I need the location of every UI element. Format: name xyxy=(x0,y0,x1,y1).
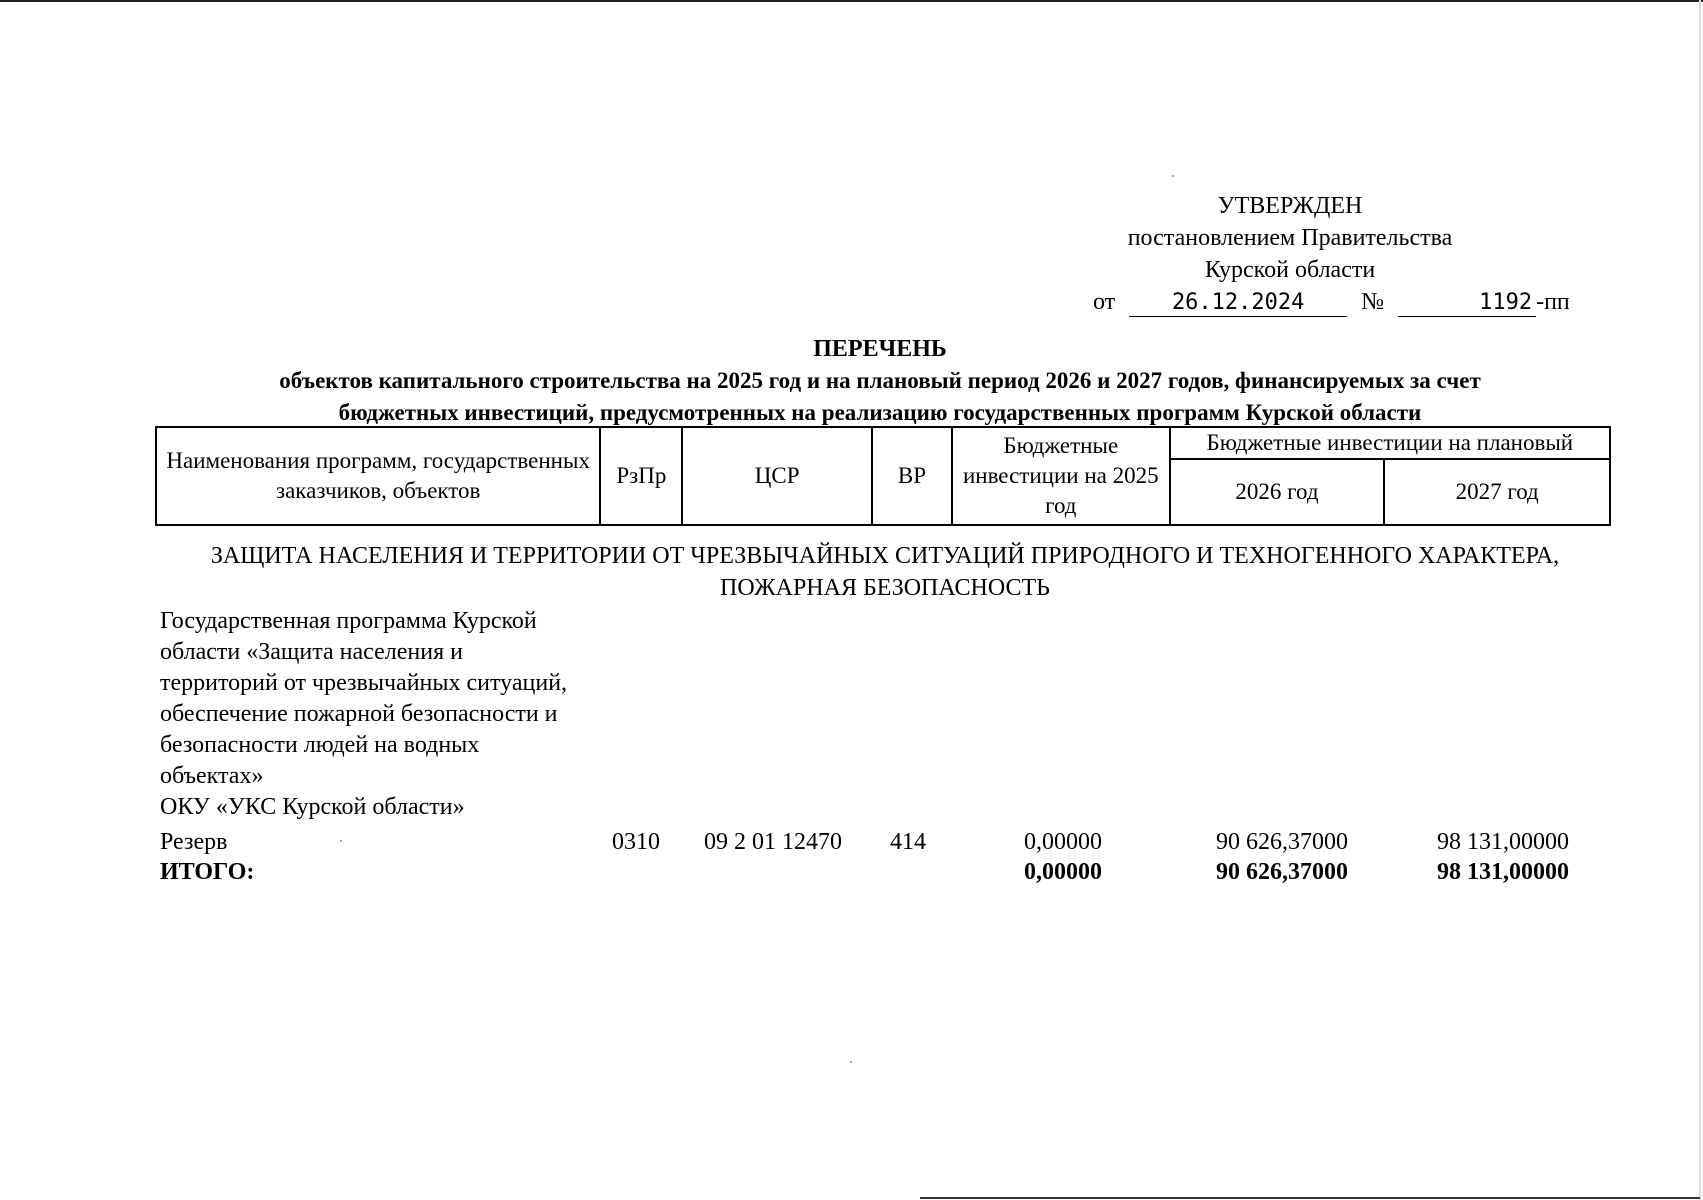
customer-line: ОКУ «УКС Курской области» xyxy=(160,794,465,820)
title-heading: ПЕРЕЧЕНЬ xyxy=(813,336,947,362)
document-title xyxy=(160,333,1600,429)
header-2027: 2027 год xyxy=(1384,459,1610,525)
row-vr: 414 xyxy=(890,829,926,855)
program-line: объектах» xyxy=(160,763,264,789)
total-value-2027: 98 131,00000 xyxy=(1437,859,1569,885)
header-2025: Бюджетные инвестиции на 2025 год xyxy=(952,427,1170,525)
row-csr: 09 2 01 12470 xyxy=(704,829,842,855)
header-vr: ВР xyxy=(872,427,952,525)
scan-speck xyxy=(340,840,342,842)
row-value-2026: 90 626,37000 xyxy=(1216,829,1348,855)
title-line-1: объектов капитального строительства на 2025 год и на плановый период 2026 и 2027 годов, финансируемых за счет xyxy=(279,368,1481,393)
approval-heading: УТВЕРЖДЕН xyxy=(1217,193,1363,219)
header-2026: 2026 год xyxy=(1170,459,1385,525)
row-value-2025: 0,00000 xyxy=(1024,829,1102,855)
number-prefix: № xyxy=(1361,289,1385,315)
header-csr: ЦСР xyxy=(682,427,872,525)
approval-authority: постановлением Правительства xyxy=(1127,225,1453,251)
header-rzpr: РзПр xyxy=(600,427,682,525)
section-title xyxy=(160,540,1610,604)
row-value-2027: 98 131,00000 xyxy=(1437,829,1569,855)
row-rzpr: 0310 xyxy=(612,829,660,855)
program-line: Государственная программа Курской xyxy=(160,608,537,634)
section-title-line-2: ПОЖАРНАЯ БЕЗОПАСНОСТЬ xyxy=(720,575,1050,601)
date-prefix: от xyxy=(1093,289,1116,315)
approval-date-number xyxy=(1093,286,1570,318)
scan-edge-top xyxy=(0,0,1703,2)
number-suffix: -пп xyxy=(1536,289,1570,315)
total-value-2025: 0,00000 xyxy=(1024,859,1102,885)
program-line: области «Защита населения и xyxy=(160,639,463,665)
header-planned: Бюджетные инвестиции на плановый xyxy=(1170,427,1610,459)
approval-number: 1192 xyxy=(1398,290,1536,317)
row-name: Резерв xyxy=(160,829,228,855)
scan-speck xyxy=(850,1061,852,1063)
scan-edge-bottom xyxy=(920,1197,1700,1199)
approval-date: 26.12.2024 xyxy=(1129,290,1347,317)
total-label: ИТОГО: xyxy=(160,859,255,885)
program-description xyxy=(160,606,610,823)
total-value-2026: 90 626,37000 xyxy=(1216,859,1348,885)
header-name: Наименования программ, государственных заказчиков, объектов xyxy=(156,427,600,525)
approval-region: Курской области xyxy=(1204,257,1376,283)
program-line: обеспечение пожарной безопасности и xyxy=(160,701,558,727)
approval-block xyxy=(1080,190,1500,286)
scan-speck xyxy=(1172,175,1174,177)
scan-edge-right xyxy=(1699,0,1701,1200)
title-line-2: бюджетных инвестиций, предусмотренных на реализацию государственных программ Курской области xyxy=(338,400,1422,425)
table-header xyxy=(155,426,1611,526)
program-line: безопасности людей на водных xyxy=(160,732,480,758)
program-line: территорий от чрезвычайных ситуаций, xyxy=(160,670,568,696)
section-title-line-1: ЗАЩИТА НАСЕЛЕНИЯ И ТЕРРИТОРИИ ОТ ЧРЕЗВЫЧАЙНЫХ СИТУАЦИЙ ПРИРОДНОГО И ТЕХНОГЕННОГО ХАРАКТЕРА, xyxy=(210,543,1560,569)
